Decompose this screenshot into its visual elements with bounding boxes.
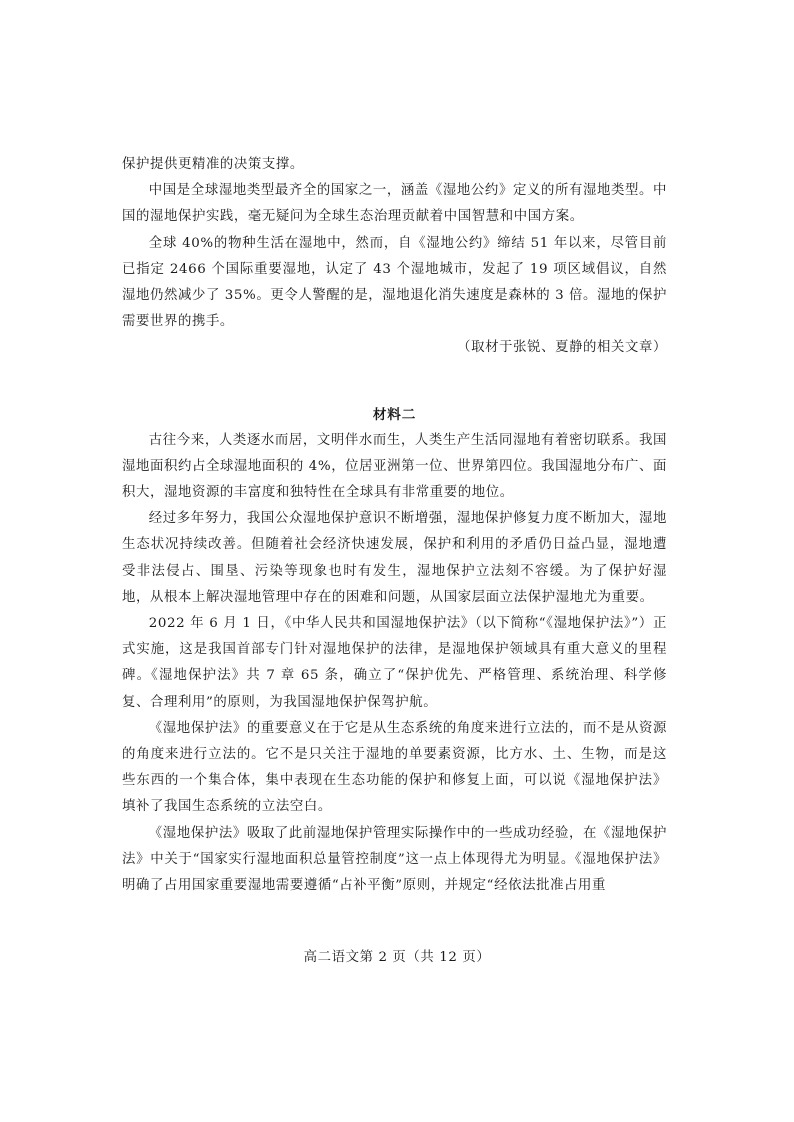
paragraph: 《湿地保护法》吸取了此前湿地保护管理实际操作中的一些成功经验，在《湿地保护法》中关于“国家实行湿地面积总量管控制度”这一点上体现得尤为明显。《湿地保护法》明确了占用国家重要湿地需要遵循“占补平衡”原则，并规定“经依法批准占用重 [122,825,667,894]
paragraph: 《湿地保护法》的重要意义在于它是从生态系统的角度来进行立法的，而不是从资源的角度来进行立法的。它不是只关注于湿地的单要素资源，比方水、土、生物，而是这些东西的一个集合体，集中表现在生态功能的保护和修复上面，可以说《湿地保护法》填补了我国生态系统的立法空白。 [122,720,667,815]
paragraph: 古往今来，人类逐水而居，文明伴水而生，人类生产生活同湿地有着密切联系。我国湿地面积约占全球湿地面积的 4%，位居亚洲第一位、世界第四位。我国湿地分布广、面积大，湿地资源的丰富度和独特性在全球具有非常重要的地位。 [122,432,667,501]
page-footer: 高二语文第 2 页（共 12 页） [303,950,491,965]
source-attribution: （取材于张锐、夏静的相关文章） [457,340,667,356]
section-title: 材料二 [372,406,417,423]
page-body [122,152,667,899]
paragraph-continuation: 保护提供更精准的决策支撑。 [122,157,304,172]
paragraph: 全球 40%的物种生活在湿地中，然而，自《湿地公约》缔结 51 年以来，尽管目前已指定 2466 个国际重要湿地，认定了 43 个湿地城市，发起了 19 项区域倡议，自然湿地仍然减少了 35%。更令人警醒的是，湿地退化消失速度是森林的 3 倍。湿地的保护需要世界的携手。 [122,235,667,330]
paragraph: 2022 年 6 月 1 日，《中华人民共和国湿地保护法》（以下简称“《湿地保护法》”）正式实施，这是我国首部专门针对湿地保护的法律，是湿地保护领域具有重大意义的里程碑。《湿地保护法》共 7 章 65 条，确立了“保护优先、严格管理、系统治理、科学修复、合理利用”的原则，为我国湿地保护保驾护航。 [122,616,667,710]
paragraph: 经过多年努力，我国公众湿地保护意识不断增强，湿地保护修复力度不断加大，湿地生态状况持续改善。但随着社会经济快速发展，保护和利用的矛盾仍日益凸显，湿地遭受非法侵占、围垦、污染等现象也时有发生，湿地保护立法刻不容缓。为了保护好湿地，从根本上解决湿地管理中存在的困难和问题，从国家层面立法保护湿地尤为重要。 [122,511,667,605]
paragraph: 中国是全球湿地类型最齐全的国家之一，涵盖《湿地公约》定义的所有湿地类型。中国的湿地保护实践，毫无疑问为全球生态治理贡献着中国智慧和中国方案。 [122,183,667,225]
